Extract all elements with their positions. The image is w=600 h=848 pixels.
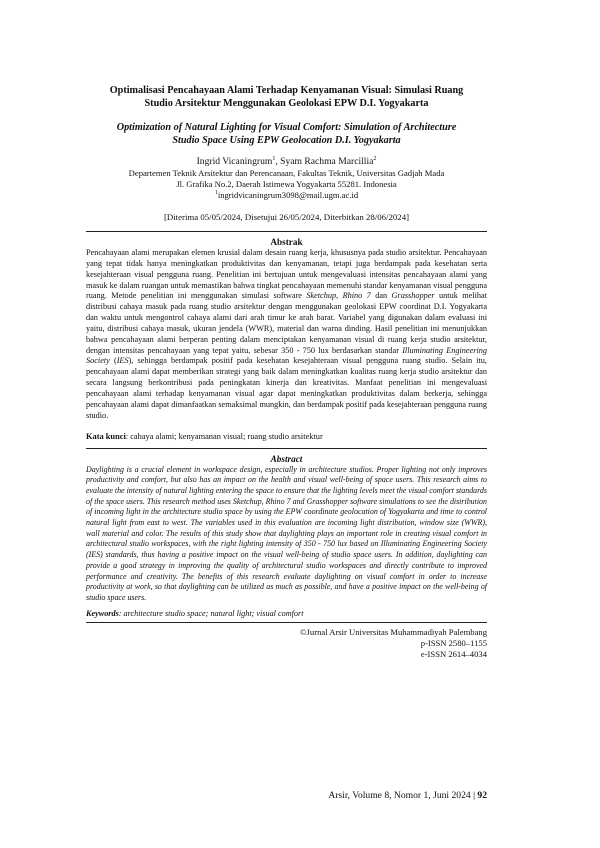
paper-title-id xyxy=(86,84,487,110)
abstrak-sep-2: dan xyxy=(370,291,392,301)
affiliation-line-2: Jl. Grafika No.2, Daerah Istimewa Yogyakarta 55281. Indonesia xyxy=(176,179,397,189)
author-2-sup: 2 xyxy=(373,155,377,162)
abstrak-text-1: Pencahayaan alami merupakan elemen krusial dalam desain ruang kerja, khususnya pada studio arsitektur. Pencahayaan yang tepat tidak hanya meningkatkan produktivitas dan kenyamanan, tetapi juga berdampak pada kesehatan serta kesejahteraan visual pengguna ruang. Penelitian ini bertujuan untuk mengevaluasi intensitas pencahayaan alami yang masuk ke dalam ruangan untuk memastikan bahwa tingkat pencahayaan memenuhi standar kenyamanan visual pengguna ruang. Metode penelitian ini menggunakan simulasi software xyxy=(86,248,487,301)
abstrak-heading: Abstrak xyxy=(270,237,303,247)
bottom-rule xyxy=(86,622,487,623)
title-id-line2: Studio Arsitektur Menggunakan Geolokasi EPW D.I. Yogyakarta xyxy=(144,98,429,109)
journal-eissn: e-ISSN 2614–4034 xyxy=(420,648,487,659)
abstrak-software-3: Grasshopper xyxy=(391,291,435,301)
title-en-line2: Studio Space Using EPW Geolocation D.I. Yogyakarta xyxy=(172,135,401,146)
abstrak-sep-1: , xyxy=(336,291,343,301)
abstrak-software-1: Sketchup xyxy=(306,291,337,301)
kata-kunci xyxy=(86,431,487,442)
kata-kunci-label: Kata kunci xyxy=(86,431,126,441)
submission-dates: [Diterima 05/05/2024, Disetujui 26/05/2024, Diterbitkan 28/06/2024] xyxy=(163,212,410,222)
journal-info xyxy=(86,627,487,660)
author-1: Ingrid Vicaningrum xyxy=(196,156,273,167)
footer-citation: Arsir, Volume 8, Nomor 1, Juni 2024 | xyxy=(328,790,478,801)
middle-rule xyxy=(86,448,487,449)
abstrak-text-2: untuk melihat distribusi cahaya masuk pada ruang studio arsitektur dengan menggunakan geolokasi EPW coordinat D.I. Yogyakarta dan waktu untuk mengontrol cahaya alami dari arah timur ke arah barat. Variabel yang digunakan dalam evaluasi ini yaitu, distribusi cahaya masuk, ukuran jendela (WWR), material dan warna dinding. Hasil penelitian ini menunjukkan bahwa pencahayaan alami berperan penting dalam menciptakan kenyamanan visual di ruang kerja studio arsitektur, dengan intensitas pencahayaan yang tepat yaitu, sebesar 350 - 750 lux berdasarkan standar xyxy=(86,291,487,355)
abstrak-ies-abbr: IES xyxy=(116,356,129,366)
email-link[interactable]: ingridvicaningrum3098@mail.ugm.ac.id xyxy=(217,190,359,200)
keywords-value: : architecture studio space; natural light; visual comfort xyxy=(118,608,304,618)
paper-title-en xyxy=(86,121,487,147)
abstrak-body xyxy=(86,248,487,422)
keywords xyxy=(86,608,487,619)
email-sup: 1 xyxy=(214,190,218,197)
page-number: 92 xyxy=(477,790,487,801)
journal-name: ©Jurnal Arsir Universitas Muhammadiyah Palembang xyxy=(300,626,487,637)
journal-pissn: p-ISSN 2580–1155 xyxy=(420,637,487,648)
abstract-heading: Abstract xyxy=(270,453,303,464)
author-list xyxy=(86,156,487,168)
abstract-body: Daylighting is a crucial element in workspace design, especially in architecture studios. Proper lighting not only improves productivity and comfort, but also has an impact on the health and visual well-being of space users. This research aims to evaluate the intensity of natural lighting entering the space to ensure that the lighting levels meet the visual comfort standards of the space users. This research method uses Sketchup, Rhino 7 and Grasshopper software simulations to see the distribution of incoming light in the architecture studio space by using the EPW coordinate geolocation of Yogyakarta and time to control natural light from east to west. The variables used in this evaluation are incoming light distribution, window size (WWR), wall material and color. The results of this study show that daylighting plays an important role in creating visual comfort in architectural studio workspaces, with the right lighting intensity of 350 - 750 lux based on Illuminating Engineering Society (IES) standards, thus having a positive impact on the visual well-being of studio space users. In addition, daylighting can provide a good strategy in improving the quality of architectural studio workspaces and directly contribute to improved performance and creativity. The benefits of this research evaluate daylighting on visual comfort in order to increase productivity at work, so that daylighting can be utilized as much as possible, and have a positive impact on the well-being of studio space users. xyxy=(86,464,487,602)
affiliation-line-1: Departemen Teknik Arsitektur dan Perencanaan, Fakultas Teknik, Universitas Gadjah Mada xyxy=(128,168,445,178)
abstrak-paren: ( xyxy=(109,356,117,366)
abstrak-text-3: ), sehingga berdampak positif pada kesehatan kesejahteraan visual pengguna ruang studio. Selain itu, pencahayaan alami dapat memberikan strategi yang baik dalam meningkatkan kualitas ruang kerja studio arsitektur dan secara langsung berkontribusi pada peningkatan kinerja dan kreativitas. Manfaat penelitian ini mengevaluasi pencahayaan alami terhadap kenyamanan visual agar dapat meningkatkan produktivitas dalam berkerja, sehingga pencahayaan alami dapat dimanfaatkan semaksimal mungkin, dan berdampak positif pada kesejahteraan pengguna ruang studio. xyxy=(86,356,487,420)
author-2: Syam Rachma Marcillia xyxy=(280,156,374,167)
abstrak-ies: Illuminating Engineering Society xyxy=(86,345,487,366)
keywords-label: Keywords xyxy=(86,608,119,618)
abstrak-software-2: Rhino 7 xyxy=(342,291,371,301)
title-id-line1: Optimalisasi Pencahayaan Alami Terhadap Kenyamanan Visual: Simulasi Ruang xyxy=(109,85,464,96)
author-email xyxy=(86,190,487,201)
top-rule xyxy=(86,231,487,232)
author-1-sup: 1 xyxy=(272,155,276,162)
kata-kunci-value: : cahaya alami; kenyamanan visual; ruang studio arsitektur xyxy=(125,431,323,441)
author-separator: , xyxy=(275,156,281,167)
title-en-line1: Optimization of Natural Lighting for Visual Comfort: Simulation of Architecture xyxy=(116,122,457,133)
page-footer xyxy=(328,790,487,802)
